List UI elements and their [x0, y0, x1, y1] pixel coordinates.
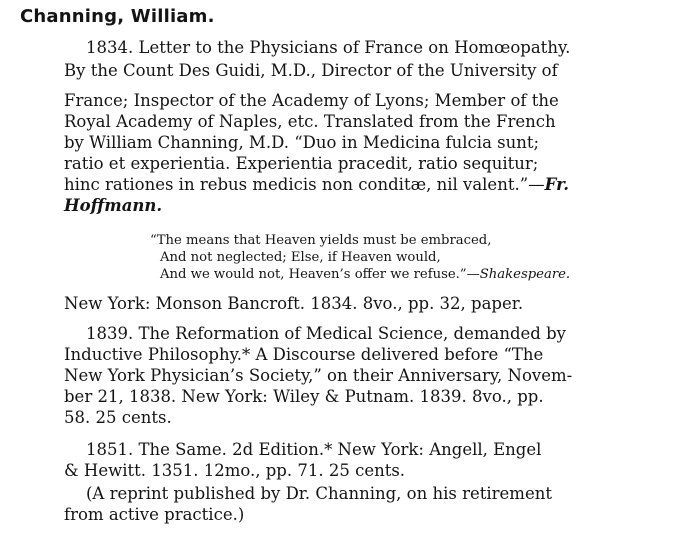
quote-attribution-part-2: Hoffmann.: [64, 196, 163, 215]
entry-1851-line-2: & Hewitt. 1351. 12mo., pp. 71. 25 cents.: [64, 461, 406, 480]
entry-1834-line-6: ratio et experientia. Experientia pracedit, ratio sequitur;: [64, 154, 539, 173]
entry-1834-line-8: [64, 196, 162, 216]
entry-1834-line-5: by William Channing, M.D. “Duo in Medicina fulcia sunt;: [64, 133, 540, 152]
verse-author: Shakespeare.: [479, 267, 571, 282]
entry-1834-line-4: Royal Academy of Naples, etc. Translated from the French: [64, 112, 556, 131]
verse-line-1: “The means that Heaven yields must be embraced,: [150, 233, 492, 248]
verse-line-2: And not neglected; Else, if Heaven would,: [160, 250, 441, 265]
verse-line-3-text: And we would not, Heaven’s offer we refuse.”—: [160, 267, 480, 282]
entry-1839-line-1: 1839. The Reformation of Medical Science, demanded by: [86, 324, 566, 343]
entry-1839-line-2: Inductive Philosophy.* A Discourse delivered before “The: [64, 345, 544, 364]
quote-attribution-part-1: Fr.: [544, 175, 569, 194]
entry-1839-line-5: 58. 25 cents.: [64, 408, 172, 427]
entry-1851-line-4: from active practice.): [64, 505, 245, 524]
entry-1834-line-7-text: hinc rationes in rebus medicis non conditæ, nil valent.”—: [64, 175, 545, 194]
verse-line-3: [160, 266, 570, 283]
entry-1851-line-1: 1851. The Same. 2d Edition.* New York: Angell, Engel: [86, 440, 542, 459]
entry-1834-line-2: By the Count Des Guidi, M.D., Director of the University of: [64, 61, 558, 80]
entry-1851-line-3: (A reprint published by Dr. Channing, on his retirement: [86, 484, 552, 503]
imprint-1834: New York: Monson Bancroft. 1834. 8vo., pp. 32, paper.: [64, 294, 524, 313]
entry-1834-line-7: [64, 175, 569, 195]
entry-1834-line-1: 1834. Letter to the Physicians of France on Homœopathy.: [86, 38, 571, 57]
author-heading: Channing, William.: [20, 6, 215, 27]
entry-1834-line-3: France; Inspector of the Academy of Lyons; Member of the: [64, 91, 559, 110]
entry-1839-line-3: New York Physician’s Society,” on their Anniversary, Novem-: [64, 366, 573, 385]
entry-1839-line-4: ber 21, 1838. New York: Wiley & Putnam. 1839. 8vo., pp.: [64, 387, 544, 406]
